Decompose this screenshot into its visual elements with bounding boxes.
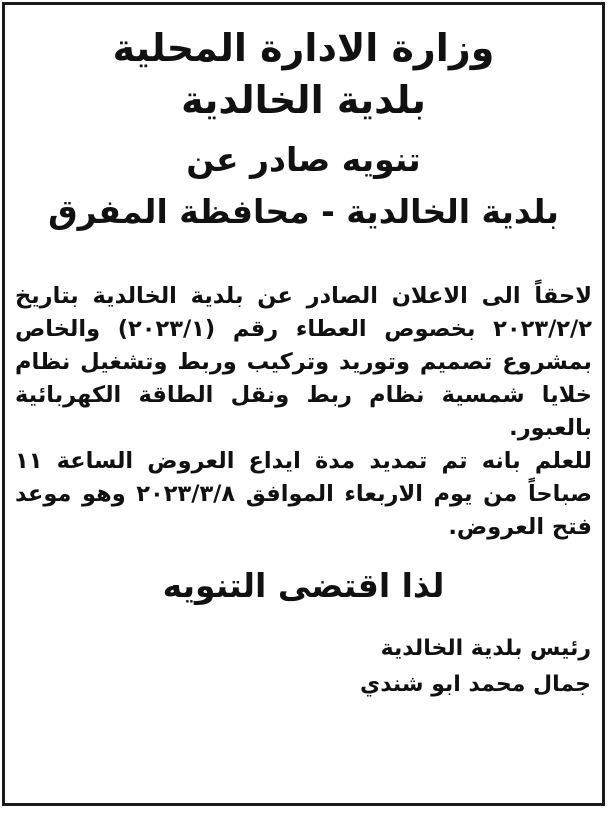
- signatory-title: رئيس بلدية الخالدية: [380, 636, 591, 662]
- body-paragraph-extension: للعلم بانه تم تمديد مدة ايداع العروض الساعة ١١ صباحاً من يوم الاربعاء الموافق ٢٠٢٣/٣/٨ وهو موعد فتح العروض.: [15, 448, 592, 541]
- closing-statement: لذا اقتضى التنويه: [162, 566, 445, 606]
- ministry-title: وزارة الادارة المحلية: [112, 26, 495, 70]
- public-notice: [12, 10, 595, 800]
- signatory-name: جمال محمد ابو شندي: [360, 672, 591, 698]
- notice-body: [12, 280, 595, 544]
- signature-block: [12, 631, 595, 703]
- body-paragraph-reference: لاحقاً الى الاعلان الصادر عن بلدية الخالدية بتاريخ ٢٠٢٣/٢/٢ بخصوص العطاء رقم (٢٠٢٣/١) والخاص بمشروع تصميم وتوريد وتركيب وربط وتشغيل نظام خلايا شمسية نظام ربط ونقل الطاقة الكهربائية بالعبور.: [15, 283, 592, 442]
- municipality-title: بلدية الخالدية: [181, 77, 426, 122]
- notice-title: تنويه صادر عن: [186, 139, 421, 179]
- notice-source: بلدية الخالدية - محافظة المفرق: [48, 191, 559, 231]
